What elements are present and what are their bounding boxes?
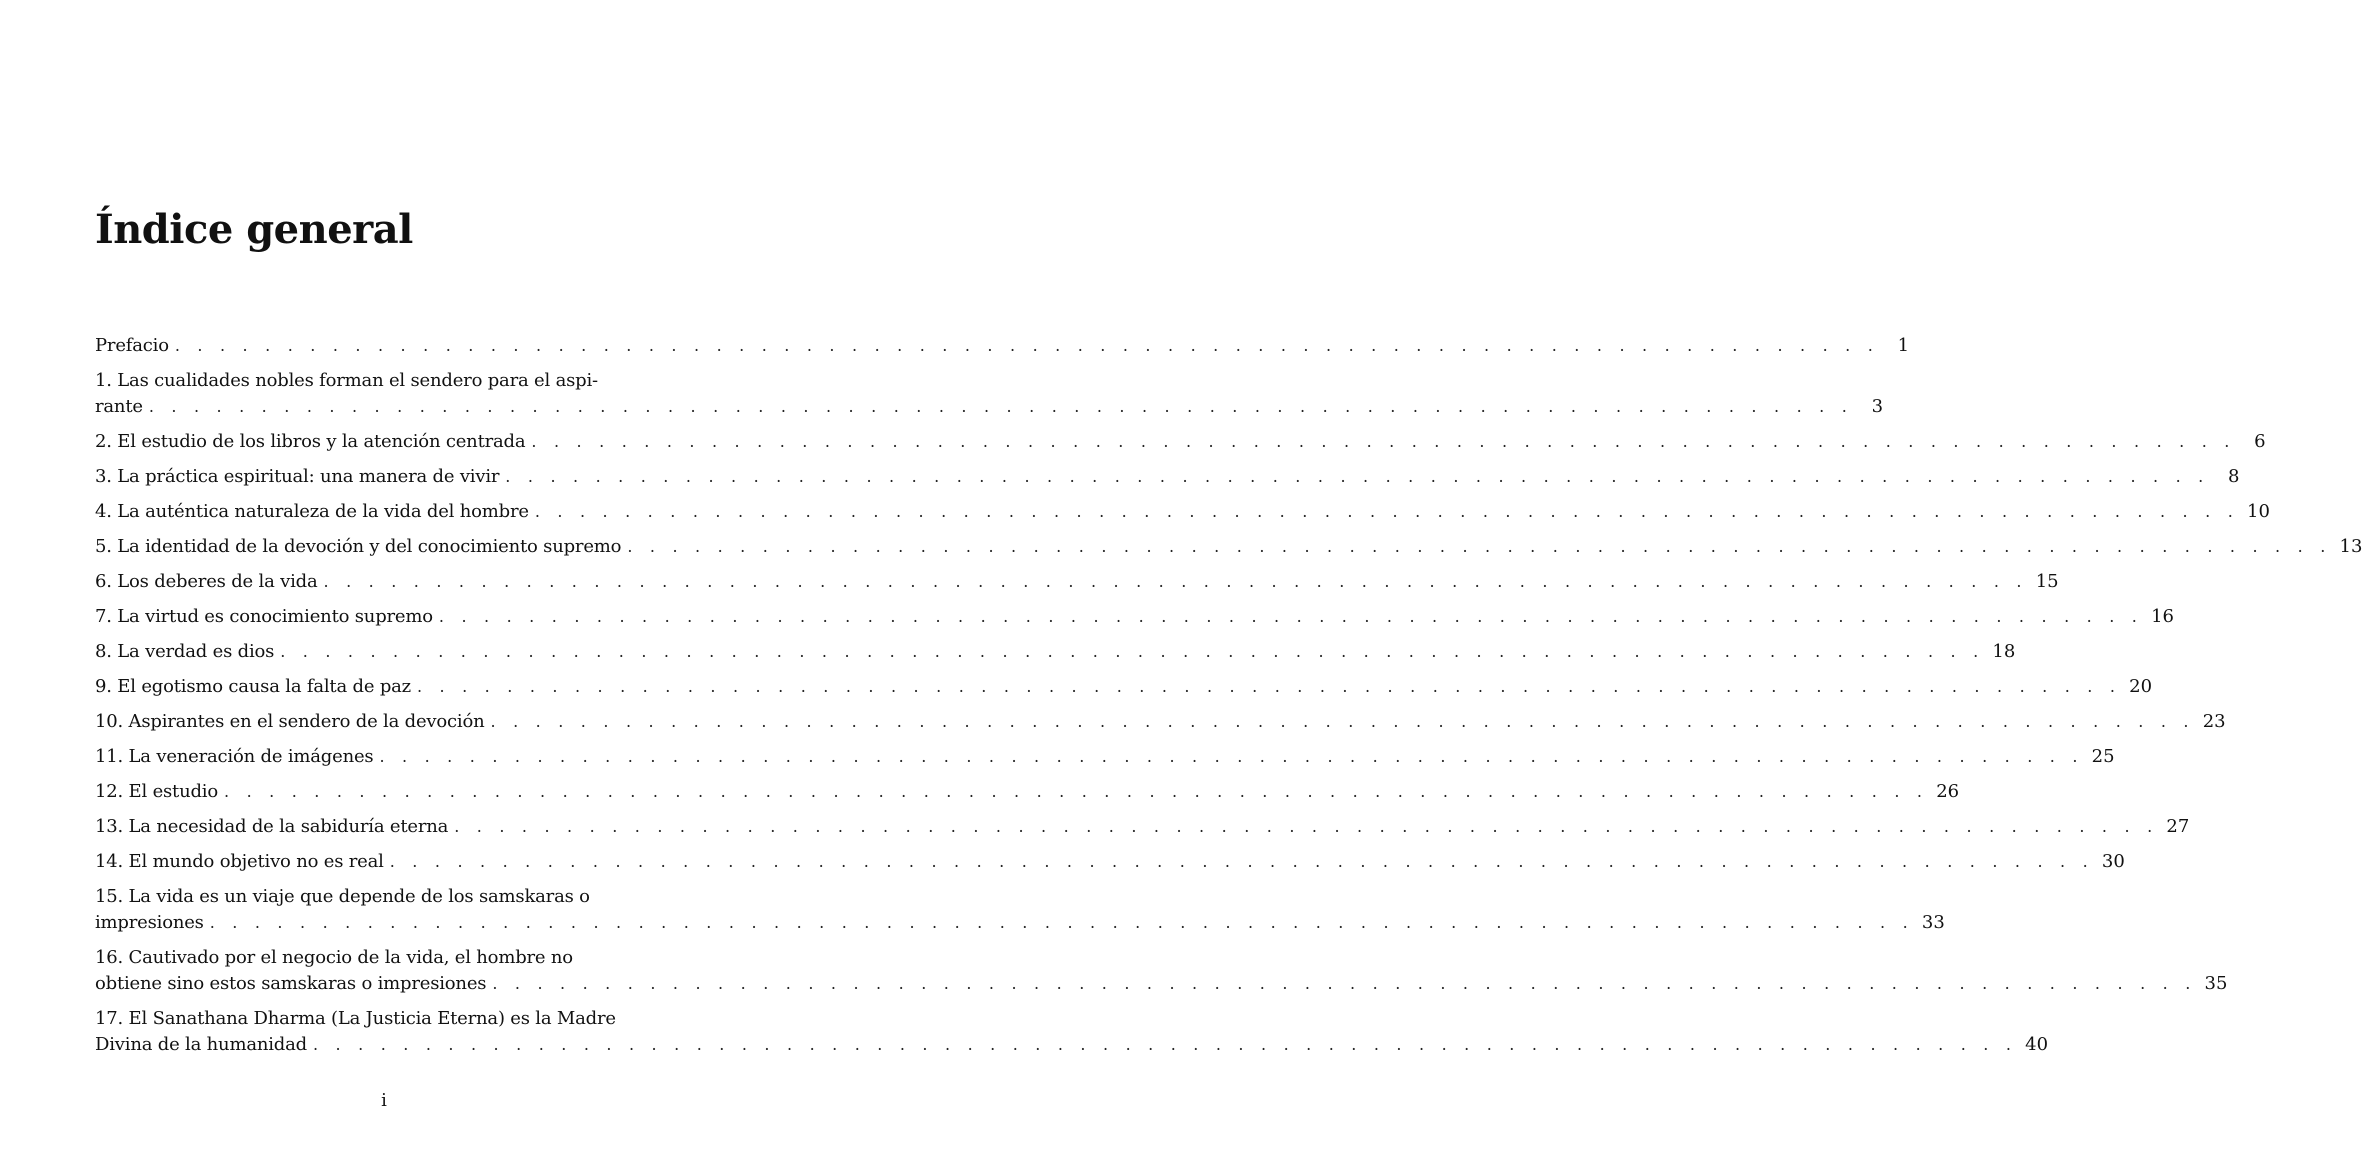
toc-entry: [95, 744, 2115, 770]
toc-dot-leader: [313, 1032, 2017, 1058]
toc-dot-leader: [505, 464, 2209, 490]
toc-entry: [95, 368, 1884, 420]
toc-entry-last-line: [95, 910, 1945, 936]
toc-dot-leader: [627, 534, 2331, 560]
toc-entry-title: 5. La identidad de la devoción y del conocimiento supremo: [95, 536, 622, 557]
toc-entry-page-number: 25: [2091, 746, 2115, 767]
toc-dot-leader: [280, 639, 1984, 665]
toc-entry: [95, 499, 2270, 525]
toc-entry-title: 7. La virtud es conocimiento supremo: [95, 606, 433, 627]
toc-entry-title: Divina de la humanidad: [95, 1034, 307, 1055]
toc-entry-last-line: [95, 604, 2174, 630]
toc-entry-page-number: 40: [2025, 1034, 2049, 1055]
toc-entry-title-line: 17. El Sanathana Dharma (La Justicia Eterna) es la Madre: [95, 1008, 616, 1029]
toc-entry: [95, 429, 2266, 455]
toc-entry: [95, 884, 1945, 936]
toc-entry-last-line: [95, 639, 2016, 665]
toc-entry-page-number: 8: [2228, 466, 2240, 487]
toc-dot-leader: [324, 569, 2028, 595]
toc-entry: [95, 333, 1910, 359]
toc-entry-page-number: 16: [2151, 606, 2174, 627]
toc-entry: [95, 814, 2190, 840]
toc-entry-last-line: [95, 569, 2059, 595]
toc-entry: [95, 569, 2059, 595]
toc-entry-last-line: [95, 849, 2125, 875]
toc-entry-page-number: 33: [1921, 912, 1945, 933]
toc-entry-page-number: 6: [2254, 431, 2266, 452]
toc-entry-title: 2. El estudio de los libros y la atención centrada: [95, 431, 526, 452]
toc-entry-last-line: [95, 394, 1884, 420]
toc-entry-page-number: 20: [2129, 676, 2153, 697]
toc-entry-page-number: 13: [2339, 536, 2362, 557]
toc-entry-last-line: [95, 499, 2270, 525]
toc-entry-last-line: [95, 1032, 2049, 1058]
toc-entry-title-line: 1. Las cualidades nobles forman el sendero para el aspi-: [95, 370, 598, 391]
toc-entry: [95, 945, 2228, 997]
toc-entry-last-line: [95, 429, 2266, 455]
toc-dot-leader: [224, 779, 1928, 805]
toc-entry-title: obtiene sino estos samskaras o impresiones: [95, 973, 487, 994]
toc-entry-title: 10. Aspirantes en el sendero de la devoción: [95, 711, 485, 732]
toc-entry-last-line: [95, 744, 2115, 770]
toc-dot-leader: [531, 429, 2235, 455]
toc-entry-last-line: [95, 464, 2240, 490]
toc-entry-title: 14. El mundo objetivo no es real: [95, 851, 384, 872]
toc-entry-page-number: 1: [1897, 335, 1910, 356]
toc-entry-title: 11. La veneración de imágenes: [95, 746, 374, 767]
toc-entry-page-number: 35: [2204, 973, 2228, 994]
toc-entry-title: Prefacio: [95, 335, 169, 356]
toc-entry-last-line: [95, 534, 2362, 560]
toc-entry-title-line: 15. La vida es un viaje que depende de los samskaras o: [95, 886, 590, 907]
toc-entry: [95, 674, 2153, 700]
toc-dot-leader: [149, 394, 1853, 420]
toc-entry: [95, 709, 2226, 735]
toc-entry-page-number: 27: [2166, 816, 2190, 837]
toc-entry-title: rante: [95, 396, 143, 417]
toc-dot-leader: [439, 604, 2143, 630]
toc-dot-leader: [491, 709, 2195, 735]
toc-dot-leader: [379, 744, 2083, 770]
toc-entry-last-line: [95, 674, 2153, 700]
toc-entry: [95, 849, 2125, 875]
toc-entry-title: 3. La práctica espiritual: una manera de vivir: [95, 466, 500, 487]
toc-dot-leader: [492, 971, 2196, 997]
toc-dot-leader: [535, 499, 2239, 525]
toc-entry-page-number: 15: [2035, 571, 2059, 592]
toc-entry-title: 13. La necesidad de la sabiduría eterna: [95, 816, 449, 837]
toc-dot-leader: [417, 674, 2121, 700]
toc-entry: [95, 604, 2174, 630]
toc-entry-page-number: 26: [1936, 781, 1960, 802]
toc-entry: [95, 779, 1960, 805]
toc-entry-title: 6. Los deberes de la vida: [95, 571, 318, 592]
toc-entry-page-number: 18: [1992, 641, 2016, 662]
toc-entry: [95, 1006, 2049, 1058]
toc-entry-last-line: [95, 779, 1960, 805]
page-title: Índice general: [95, 206, 413, 253]
toc-dot-leader: [390, 849, 2094, 875]
toc-entry-page-number: 30: [2101, 851, 2125, 872]
toc-entry-last-line: [95, 971, 2228, 997]
toc-entry: [95, 534, 2362, 560]
toc-entry-last-line: [95, 814, 2190, 840]
toc-dot-leader: [454, 814, 2158, 840]
toc-entry-title-line: 16. Cautivado por el negocio de la vida, el hombre no: [95, 947, 573, 968]
toc-entry-title: 8. La verdad es dios: [95, 641, 275, 662]
toc-dot-leader: [210, 910, 1914, 936]
table-of-contents: [95, 333, 2362, 1067]
toc-entry-last-line: [95, 333, 1910, 359]
toc-entry-title: 4. La auténtica naturaleza de la vida del hombre: [95, 501, 529, 522]
toc-entry-title: 9. El egotismo causa la falta de paz: [95, 676, 411, 697]
toc-entry-title: 12. El estudio: [95, 781, 218, 802]
page-number: i: [381, 1090, 387, 1111]
toc-entry-page-number: 3: [1871, 396, 1884, 417]
toc-entry-last-line: [95, 709, 2226, 735]
toc-entry: [95, 639, 2016, 665]
toc-entry-title: impresiones: [95, 912, 204, 933]
toc-dot-leader: [175, 333, 1879, 359]
toc-entry-page-number: 10: [2247, 501, 2270, 522]
toc-entry-page-number: 23: [2202, 711, 2226, 732]
toc-entry: [95, 464, 2240, 490]
